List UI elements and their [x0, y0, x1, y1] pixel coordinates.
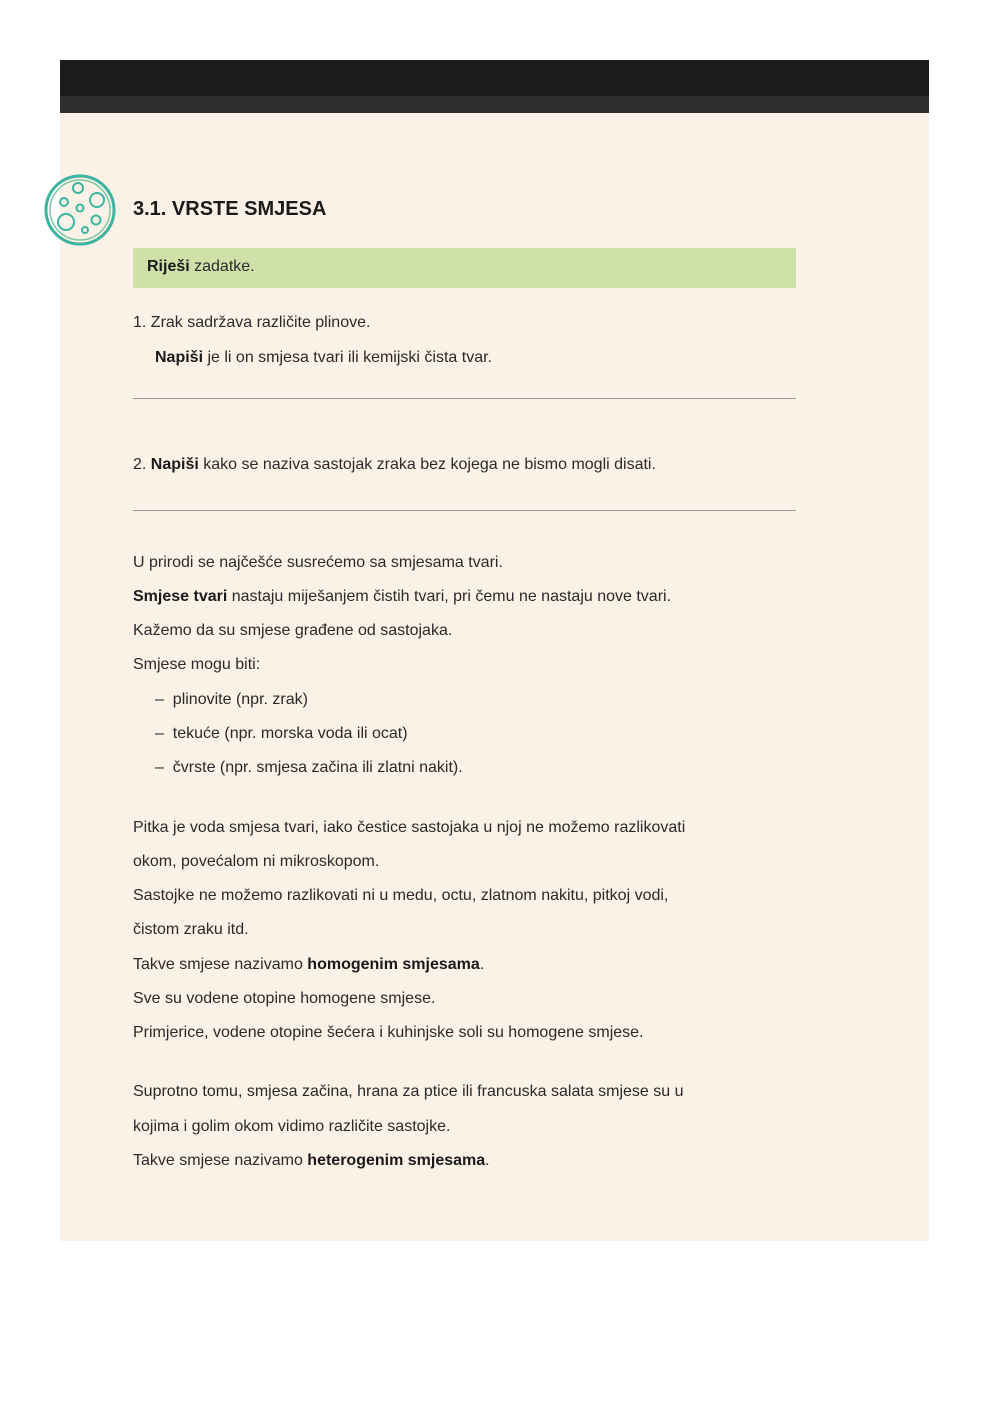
p2-bold: homogenim smjesama	[307, 956, 480, 973]
list-item: – tekuće (npr. morska voda ili ocat)	[155, 725, 408, 742]
q1-line2	[155, 348, 492, 368]
p1-line: U prirodi se najčešće susrećemo sa smjesama tvari.	[133, 554, 503, 571]
p3-bold: heterogenim smjesama	[307, 1152, 486, 1169]
p1-line: Smjese mogu biti:	[133, 656, 261, 673]
q2-bold: Napiši	[150, 456, 199, 473]
p2-line: okom, povećalom ni mikroskopom.	[133, 853, 380, 870]
p1-line: Kažemo da su smjese građene od sastojaka.	[133, 622, 453, 639]
q2-text: kako se naziva sastojak zraka bez kojega ne bismo mogli disati.	[198, 456, 656, 473]
task-banner	[133, 248, 796, 288]
q2-num: 2.	[133, 456, 151, 473]
q2-line	[133, 455, 656, 475]
list-item-text: tekuće (npr. morska voda ili ocat)	[172, 725, 408, 742]
q2-answer-line[interactable]	[133, 510, 796, 511]
p3-text: Takve smjese nazivamo	[133, 1152, 308, 1169]
p2-line	[133, 955, 484, 975]
p3-text: .	[485, 1152, 490, 1169]
p2-line: Pitka je voda smjesa tvari, iako čestice sastojaka u njoj ne možemo razlikovati	[133, 819, 686, 836]
p2-line: čistom zraku itd.	[133, 921, 249, 938]
section-title: 3.1. VRSTE SMJESA	[133, 198, 327, 220]
p3-line: kojima i golim okom vidimo različite sastojke.	[133, 1118, 451, 1135]
task-text: zadatke.	[189, 258, 255, 275]
p3-line: Suprotno tomu, smjesa začina, hrana za ptice ili francuska salata smjese su u	[133, 1083, 684, 1100]
task-bold: Riješi	[147, 258, 190, 275]
top-bar	[60, 60, 929, 97]
p2-line: Sve su vodene otopine homogene smjese.	[133, 990, 436, 1007]
top-bar-strip	[60, 96, 929, 113]
q1-bold: Napiši	[155, 349, 204, 366]
list-item-text: čvrste (npr. smjesa začina ili zlatni nakit).	[172, 759, 463, 776]
p2-text: Takve smjese nazivamo	[133, 956, 308, 973]
q1-answer-line[interactable]	[133, 398, 796, 399]
p3-line	[133, 1151, 490, 1171]
mixture-circle-icon	[40, 172, 120, 248]
p1-bold: Smjese tvari	[133, 588, 228, 605]
list-item: – plinovite (npr. zrak)	[155, 691, 308, 708]
p1-text: nastaju miješanjem čistih tvari, pri čemu ne nastaju nove tvari.	[227, 588, 672, 605]
p2-text: .	[479, 956, 485, 973]
q1-text: je li on smjesa tvari ili kemijski čista tvar.	[203, 349, 492, 366]
q1-line1: 1. Zrak sadržava različite plinove.	[133, 314, 371, 331]
list-item: – čvrste (npr. smjesa začina ili zlatni nakit).	[155, 759, 463, 776]
list-item-text: plinovite (npr. zrak)	[172, 691, 308, 708]
p2-line: Primjerice, vodene otopine šećera i kuhinjske soli su homogene smjese.	[133, 1024, 644, 1041]
p1-line	[133, 587, 671, 607]
p2-line: Sastojke ne možemo razlikovati ni u medu, octu, zlatnom nakitu, pitkoj vodi,	[133, 887, 669, 904]
